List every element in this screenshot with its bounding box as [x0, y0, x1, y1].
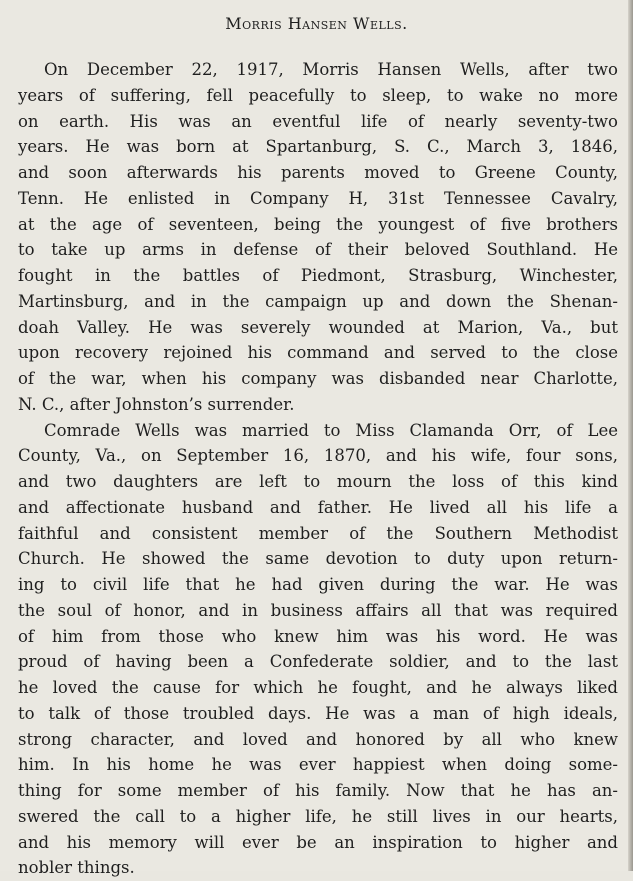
text-line: faithful and consistent member of the Southern Methodist: [18, 521, 618, 547]
text-line: years. He was born at Spartanburg, S. C., March 3, 1846,: [18, 134, 618, 160]
text-line: to take up arms in defense of their beloved Southland. He: [18, 237, 618, 263]
text-line: fought in the battles of Piedmont, Strasburg, Winchester,: [18, 263, 618, 289]
obituary-text: [18, 57, 618, 881]
page-title: Morris Hansen Wells.: [0, 14, 633, 33]
text-line: Martinsburg, and in the campaign up and down the Shenan-: [18, 289, 618, 315]
text-line: thing for some member of his family. Now that he has an-: [18, 778, 618, 804]
text-line: and his memory will ever be an inspiration to higher and: [18, 830, 618, 856]
text-line: proud of having been a Confederate soldier, and to the last: [18, 649, 618, 675]
text-line: Comrade Wells was married to Miss Clamanda Orr, of Lee: [18, 418, 618, 444]
page-edge-shadow: [628, 0, 633, 871]
text-line: nobler things.: [18, 855, 618, 881]
text-line: County, Va., on September 16, 1870, and his wife, four sons,: [18, 443, 618, 469]
text-line: the soul of honor, and in business affairs all that was required: [18, 598, 618, 624]
text-line: of the war, when his company was disbanded near Charlotte,: [18, 366, 618, 392]
text-line: upon recovery rejoined his command and served to the close: [18, 340, 618, 366]
text-line: strong character, and loved and honored by all who knew: [18, 727, 618, 753]
text-line: on earth. His was an eventful life of nearly seventy-two: [18, 109, 618, 135]
text-line: On December 22, 1917, Morris Hansen Wells, after two: [18, 57, 618, 83]
text-line: swered the call to a higher life, he still lives in our hearts,: [18, 804, 618, 830]
text-line: of him from those who knew him was his word. He was: [18, 624, 618, 650]
paragraph-1: [18, 57, 618, 418]
text-line: to talk of those troubled days. He was a man of high ideals,: [18, 701, 618, 727]
text-line: doah Valley. He was severely wounded at Marion, Va., but: [18, 315, 618, 341]
text-line: N. C., after Johnston’s surrender.: [18, 392, 618, 418]
text-line: and affectionate husband and father. He lived all his life a: [18, 495, 618, 521]
text-line: ing to civil life that he had given during the war. He was: [18, 572, 618, 598]
text-line: at the age of seventeen, being the youngest of five brothers: [18, 212, 618, 238]
text-line: Tenn. He enlisted in Company H, 31st Tennessee Cavalry,: [18, 186, 618, 212]
paragraph-2: [18, 418, 618, 881]
text-line: he loved the cause for which he fought, and he always liked: [18, 675, 618, 701]
text-line: Church. He showed the same devotion to duty upon return-: [18, 546, 618, 572]
text-line: years of suffering, fell peacefully to sleep, to wake no more: [18, 83, 618, 109]
text-line: and two daughters are left to mourn the loss of this kind: [18, 469, 618, 495]
text-line: him. In his home he was ever happiest when doing some-: [18, 752, 618, 778]
text-line: and soon afterwards his parents moved to Greene County,: [18, 160, 618, 186]
